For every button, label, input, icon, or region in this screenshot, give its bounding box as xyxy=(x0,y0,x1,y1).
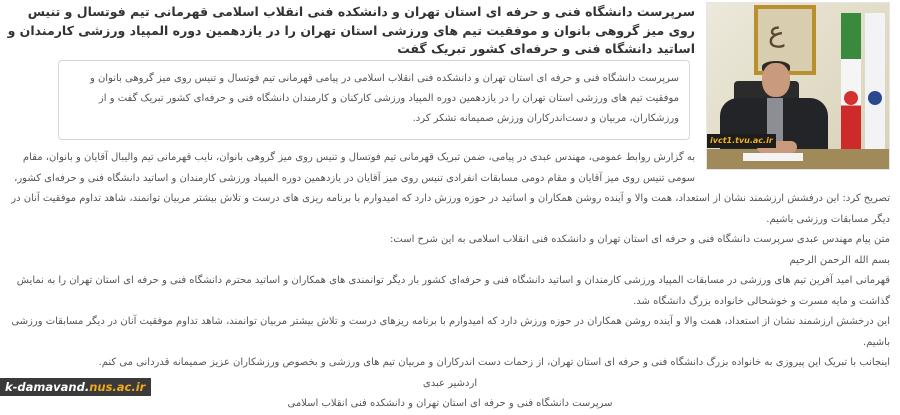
photo-source-badge: ivct1.tvu.ac.ir xyxy=(707,134,776,148)
paragraph-statement: تصریح کرد: این درفشش ارزشمند نشان از استعداد، همت والا و آینده روشن همکاران و اساتید در حوزه ورزش دارد که امیدوارم با برنامه ریزی های درست و تلاش بیشتر مربیان توانمند، شاهد تداوم موفقیت آنان در دیگر مسابقات ورزشی باشیم. xyxy=(11,193,890,225)
article-title: سرپرست دانشگاه فنی و حرفه ای استان تهران و دانشکده فنی انقلاب اسلامی قهرمانی تیم فوتسال و تنیس روی میز گروهی بانوان و موفقیت تیم های ورزشی استان تهران را در یازدهمین دوره المپیاد ورزشی کارمندان و اساتید دانشگاه فنی و حرفه‌ای کشور تبریک گفت xyxy=(7,4,695,56)
article-body xyxy=(10,148,890,415)
university-flag xyxy=(865,13,885,153)
site-watermark xyxy=(0,378,151,396)
person-head xyxy=(762,63,790,97)
paragraph-basmala: بسم الله الرحمن الرحیم xyxy=(789,254,890,266)
paragraph-message-thanks: اینجانب با تبریک این پیروزی به خانواده بزرگ دانشگاه فنی و حرفه ای استان تهران، از زحمات دست اندرکاران و مربیان تیم های ورزشی و بخصوص ورزشکاران عزیز صمیمانه قدردانی می کنم. xyxy=(98,357,890,368)
paragraph-message-intro: متن پیام مهندس عبدی سرپرست دانشگاه فنی و حرفه ای استان تهران و دانشکده فنی انقلاب اسلامی به این شرح است: xyxy=(390,234,890,245)
iran-flag xyxy=(841,13,861,153)
calligraphy-glyph: ع xyxy=(768,15,785,48)
article-photo xyxy=(706,2,890,170)
signature-position: سرپرست دانشگاه فنی و حرفه ای استان تهران و دانشکده فنی انقلاب اسلامی xyxy=(287,398,613,409)
article-lede-box: سرپرست دانشگاه فنی و حرفه ای استان تهران و دانشکده فنی انقلاب اسلامی در پیامی قهرمانی تیم فوتسال و تنیس روی میز گروهی بانوان و موفقیت تیم های ورزشی استان تهران را در یازدهمین دوره المپیاد ورزشی کارکنان و کارمندان دانشگاه فنی و حرفه‌ای کشور تبریک گفت و از ورزشکاران، مربیان و دست‌اندرکاران ورزش صمیمانه تشکر کرد. xyxy=(58,60,690,140)
paragraph-message-body: قهرمانی امید آفرین تیم های ورزشی در مسابقات المپیاد ورزشی کارمندان و اساتید دانشگاه فنی و حرفه‌ای کشور بار دیگر توانمندی های همکاران و اساتید محترم دانشگاه فنی و حرفه ای استان تهران را به نمایش گذاشت و مایه مسرت و خوشحالی خانواده بزرگ دانشگاه شد. xyxy=(16,275,890,307)
signature-name: اردشیر عبدی xyxy=(422,377,478,389)
paragraph-intro: به گزارش روابط عمومی، مهندس عبدی در پیامی، ضمن تبریک قهرمانی تیم فوتسال و تنیس روی میز گروهی بانوان، نایب قهرمانی تیم والیبال آقایان و بانوان، مقام سومی تنیس روی میز آقایان و مقام دومی مسابقات انفرادی تنیس روی میز آقایان در یازدهمین دوره المپیاد ورزشی کارمندان و اساتید دانشگاه فنی و حرفه‌ای کشور، xyxy=(14,152,695,184)
university-logo-icon xyxy=(868,91,882,105)
watermark-domain-suffix: nus.ac.ir xyxy=(89,380,146,394)
flag-emblem-icon xyxy=(844,91,858,105)
watermark-domain-part: k-damavand. xyxy=(5,380,90,394)
paragraph-message-hope: این درخشش ارزشمند نشان از استعداد، همت والا و آینده روشن همکاران در حوزه ورزش دارد که امیدوارم با برنامه ریزهای درست و تلاش بیشتر مربیان توانمند، شاهد تداوم موفقیت آنان در دیگر مسابقات ورزشی باشیم. xyxy=(11,316,890,348)
